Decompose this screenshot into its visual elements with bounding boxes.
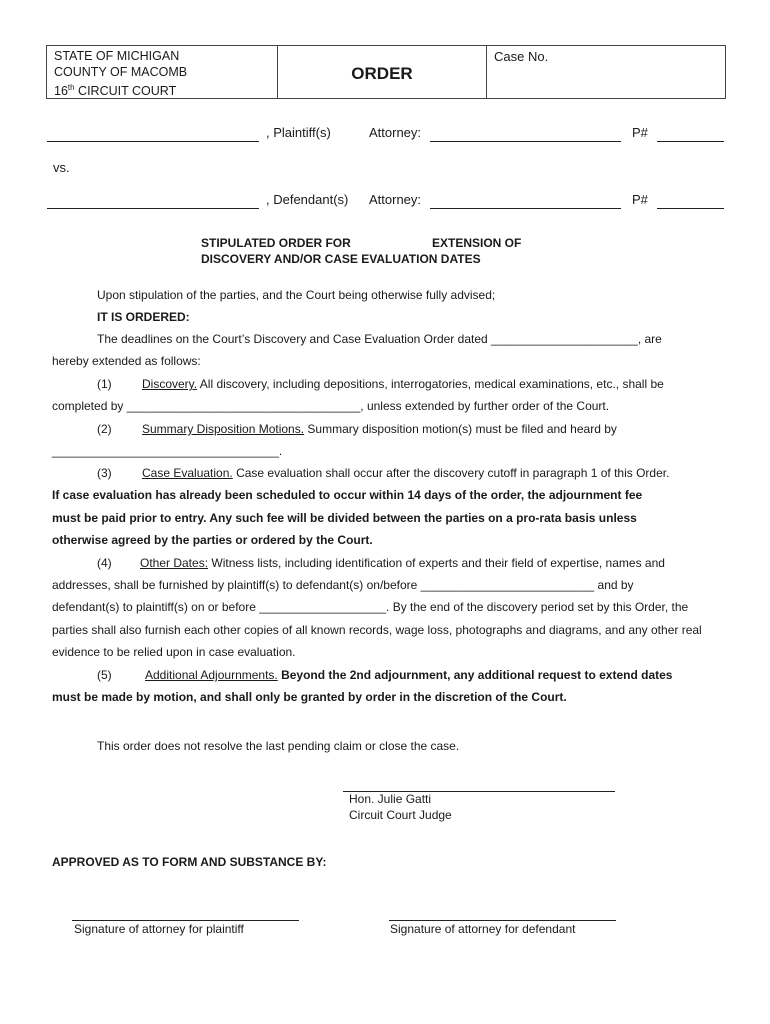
court-number: 16 — [54, 84, 68, 99]
doc-title-line-2: DISCOVERY AND/OR CASE EVALUATION DATES — [201, 252, 481, 266]
item-4-title: Other Dates: — [140, 556, 209, 570]
order-title: ORDER — [351, 64, 413, 83]
defendant-attorney-field[interactable] — [430, 208, 621, 209]
item-1-continuation: completed by ___________________________________, unless extended by further order of the Court. — [52, 399, 610, 413]
plaintiff-attorney-signature-label: Signature of attorney for plaintiff — [74, 922, 244, 936]
item-2-number: (2) — [97, 422, 112, 436]
doc-title-line-1a: STIPULATED ORDER FOR — [201, 236, 351, 250]
item-4-line-3: defendant(s) to plaintiff(s) on or before ___________________. By the end of the discovery period set by this Order, the — [52, 600, 689, 614]
item-1-number: (1) — [97, 377, 112, 391]
it-is-ordered: IT IS ORDERED: — [97, 310, 190, 324]
item-2-title: Summary Disposition Motions. — [142, 422, 305, 436]
versus-label: vs. — [53, 160, 70, 175]
doc-title-line-1b: EXTENSION OF — [432, 236, 522, 250]
court-line-3-rest: CIRCUIT COURT — [74, 84, 177, 99]
plaintiff-attorney-label: Attorney: — [369, 125, 422, 140]
court-cell — [47, 46, 278, 98]
court-name — [54, 48, 187, 99]
defendant-attorney-label: Attorney: — [369, 192, 422, 207]
item-4-body — [140, 556, 665, 570]
defendant-attorney-signature-label: Signature of attorney for defendant — [390, 922, 576, 936]
item-3-body — [142, 466, 669, 480]
item-4-line-5: evidence to be relied upon in case evaluation. — [52, 645, 296, 659]
item-4-line-2: addresses, shall be furnished by plaintiff(s) to defendant(s) on/before __________________________ and by — [52, 578, 634, 592]
item-4-line-4: parties shall also furnish each other copies of all known records, wage loss, photographs and diagrams, and any other real — [52, 623, 702, 637]
judge-title: Circuit Court Judge — [349, 808, 452, 822]
plaintiff-name-field[interactable] — [47, 141, 259, 142]
deadlines-text-b: , are — [637, 332, 662, 346]
item-3-bold-line-1: If case evaluation has already been scheduled to occur within 14 days of the order, the adjournment fee — [52, 488, 643, 502]
deadlines-text — [97, 332, 662, 346]
plaintiff-label: , Plaintiff(s) — [266, 125, 331, 140]
extended-text: hereby extended as follows: — [52, 354, 201, 368]
item-1-text: All discovery, including depositions, interrogatories, medical examinations, etc., shall be — [197, 377, 664, 391]
court-line-3 — [54, 80, 187, 99]
defendant-name-field[interactable] — [47, 208, 259, 209]
court-number-suffix: th — [67, 83, 75, 92]
defendant-label: , Defendant(s) — [266, 192, 349, 207]
intro-text: Upon stipulation of the parties, and the Court being otherwise fully advised; — [97, 288, 496, 302]
item-2-body — [142, 422, 617, 436]
item-4-text: Witness lists, including identification of experts and their field of expertise, names and — [208, 556, 665, 570]
item-5-bold-line-2: must be made by motion, and shall only be granted by order in the discretion of the Court. — [52, 690, 567, 704]
item-5-bold-1: Beyond the 2nd adjournment, any additional request to extend dates — [277, 668, 673, 682]
not-resolve-text: This order does not resolve the last pending claim or close the case. — [97, 739, 460, 753]
court-line-2: COUNTY OF MACOMB — [54, 65, 188, 79]
defendant-attorney-signature-line[interactable] — [389, 920, 616, 921]
item-5-body — [145, 668, 672, 682]
item-3-text: Case evaluation shall occur after the discovery cutoff in paragraph 1 of this Order. — [232, 466, 670, 480]
item-2-text: Summary disposition motion(s) must be filed and heard by — [304, 422, 617, 436]
item-2-continuation: __________________________________. — [52, 444, 283, 458]
deadlines-text-a: The deadlines on the Court’s Discovery and Case Evaluation Order dated — [97, 332, 492, 346]
plaintiff-attorney-signature-line[interactable] — [72, 920, 299, 921]
approved-heading: APPROVED AS TO FORM AND SUBSTANCE BY: — [52, 855, 327, 869]
caption-box — [46, 45, 726, 99]
item-3-number: (3) — [97, 466, 112, 480]
plaintiff-p-number-label: P# — [632, 125, 648, 140]
item-1-body — [142, 377, 664, 391]
item-3-bold-line-3: otherwise agreed by the parties or ordered by the Court. — [52, 533, 373, 547]
item-3-title: Case Evaluation. — [142, 466, 233, 480]
case-number-label: Case No. — [494, 49, 549, 64]
plaintiff-attorney-field[interactable] — [430, 141, 621, 142]
item-1-title: Discovery. — [142, 377, 198, 391]
item-5-number: (5) — [97, 668, 112, 682]
judge-name: Hon. Julie Gatti — [349, 792, 432, 806]
item-5-title: Additional Adjournments. — [145, 668, 278, 682]
item-4-number: (4) — [97, 556, 112, 570]
order-date-field[interactable]: ______________________ — [491, 332, 638, 346]
defendant-p-number-field[interactable] — [657, 208, 724, 209]
order-title-cell — [278, 46, 487, 98]
defendant-p-number-label: P# — [632, 192, 648, 207]
plaintiff-p-number-field[interactable] — [657, 141, 724, 142]
court-line-1: STATE OF MICHIGAN — [54, 49, 180, 63]
item-3-bold-line-2: must be paid prior to entry. Any such fee will be divided between the parties on a pro-rata basis unless — [52, 511, 637, 525]
